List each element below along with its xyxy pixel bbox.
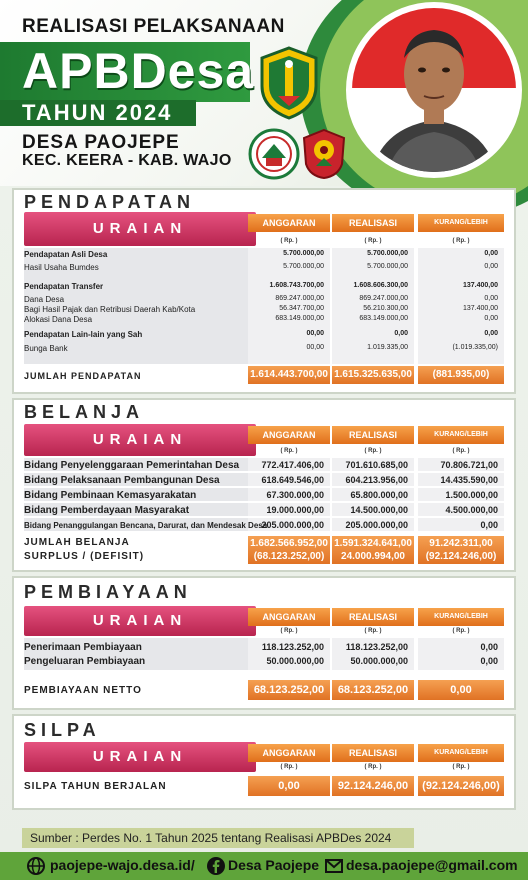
pendapatan-row-value-k: (1.019.335,00) <box>452 344 498 351</box>
pendapatan-row-value-k: 0,00 <box>484 315 498 322</box>
surplus-anggaran-value: (68.123.252,00) <box>253 551 325 562</box>
pembiayaan-rp-3: ( Rp. ) <box>452 628 470 634</box>
belanja-row-label: Bidang Pelaksanaan Pembangunan Desa <box>24 475 220 486</box>
sulsel-province-logo <box>302 128 346 180</box>
pendapatan-row-value-a: 56.347.700,00 <box>279 305 324 312</box>
title-small: REALISASI PELAKSANAAN <box>22 16 285 37</box>
website-link[interactable]: paojepe-wajo.desa.id/ <box>50 857 195 873</box>
silpa-title: SILPA <box>24 720 101 740</box>
belanja-row-value-k: 70.806.721,00 <box>440 460 498 470</box>
pembiayaan-col-kurang: KURANG/LEBIH <box>418 608 504 626</box>
pendapatan-row-value-k: 137.400,00 <box>462 282 498 289</box>
belanja-row-label: Bidang Penanggulangan Bencana, Darurat, dan Mendesak Desa <box>24 521 268 530</box>
pendapatan-row-label: Pendapatan Asli Desa <box>24 250 108 259</box>
pendapatan-total-anggaran: 1.614.443.700,00 <box>248 366 330 384</box>
belanja-row-value-k: 4.500.000,00 <box>445 505 498 515</box>
pendapatan-row-value-a: 683.149.000,00 <box>275 315 324 322</box>
belanja-row-value-k: 1.500.000,00 <box>445 490 498 500</box>
silpa-col-kurang: KURANG/LEBIH <box>418 744 504 762</box>
village-head-photo <box>346 2 522 178</box>
silpa-rp-1: ( Rp. ) <box>280 764 298 770</box>
pendapatan-total-kurang: (881.935,00) <box>418 366 504 384</box>
pendapatan-row-label: Dana Desa <box>24 295 65 304</box>
pendapatan-rp-1: ( Rp. ) <box>280 238 298 244</box>
pendapatan-col-realisasi: REALISASI <box>332 214 414 232</box>
portrait-image <box>352 8 516 172</box>
silpa-rp-2: ( Rp. ) <box>364 764 382 770</box>
belanja-row-value-k: 0,00 <box>480 520 498 530</box>
pendapatan-row-value-k: 0,00 <box>484 330 498 337</box>
pendapatan-row-value-r: 1.608.606.300,00 <box>353 282 408 289</box>
belanja-row-value-a: 772.417.406,00 <box>261 460 324 470</box>
header <box>0 0 528 186</box>
pendapatan-row-value-k: 0,00 <box>484 250 498 257</box>
belanja-row-value-r: 65.800.000,00 <box>350 490 408 500</box>
belanja-title: BELANJA <box>24 402 145 422</box>
belanja-row-value-a: 205.000.000,00 <box>261 520 324 530</box>
pendapatan-title: PENDAPATAN <box>24 192 195 212</box>
belanja-row-label: Bidang Pemberdayaan Masyarakat <box>24 505 190 516</box>
belanja-row-value-r: 205.000.000,00 <box>345 520 408 530</box>
village-name: DESA PAOJEPE <box>22 132 180 153</box>
belanja-col-kurang: KURANG/LEBIH <box>418 426 504 444</box>
kemendes-logo <box>248 128 300 180</box>
belanja-rp-2: ( Rp. ) <box>364 448 382 454</box>
pendapatan-row-value-a: 869.247.000,00 <box>275 295 324 302</box>
pendapatan-row-value-r: 869.247.000,00 <box>359 295 408 302</box>
globe-icon <box>26 856 46 876</box>
belanja-uraian-header: URAIAN <box>24 424 256 456</box>
silpa-total-anggaran: 0,00 <box>248 776 330 796</box>
pendapatan-row-value-r: 1.019.335,00 <box>367 344 408 351</box>
pembiayaan-title: PEMBIAYAAN <box>24 582 192 602</box>
silpa-total-label: SILPA TAHUN BERJALAN <box>24 781 167 792</box>
silpa-total-kurang: (92.124.246,00) <box>418 776 504 796</box>
belanja-row-value-a: 67.300.000,00 <box>266 490 324 500</box>
pembiayaan-total-kurang: 0,00 <box>418 680 504 700</box>
belanja-total-realisasi <box>332 536 414 564</box>
wajo-regency-logo <box>258 46 320 120</box>
belanja-total-anggaran <box>248 536 330 564</box>
belanja-row-value-a: 618.649.546,00 <box>261 475 324 485</box>
silpa-col-realisasi: REALISASI <box>332 744 414 762</box>
pendapatan-total-label: JUMLAH PENDAPATAN <box>24 371 142 381</box>
region-name: KEC. KEERA - KAB. WAJO <box>22 152 232 169</box>
pembiayaan-total-anggaran: 68.123.252,00 <box>248 680 330 700</box>
silpa-total-realisasi: 92.124.246,00 <box>332 776 414 796</box>
pembiayaan-row-label: Penerimaan Pembiayaan <box>24 642 142 653</box>
pembiayaan-row-value-r: 118.123.252,00 <box>345 642 408 652</box>
pendapatan-row-label: Pendapatan Transfer <box>24 282 104 291</box>
pembiayaan-row-value-a: 50.000.000,00 <box>266 656 324 666</box>
pendapatan-row-value-a: 5.700.000,00 <box>283 263 324 270</box>
pendapatan-col-kurang: KURANG/LEBIH <box>418 214 504 232</box>
pembiayaan-uraian-header: URAIAN <box>24 606 256 636</box>
year-label: TAHUN 2024 <box>22 100 173 125</box>
pembiayaan-col-realisasi: REALISASI <box>332 608 414 626</box>
belanja-rp-3: ( Rp. ) <box>452 448 470 454</box>
pendapatan-row-value-k: 137.400,00 <box>462 305 498 312</box>
pendapatan-row-value-a: 00,00 <box>306 330 324 337</box>
pendapatan-col-anggaran: ANGGARAN <box>248 214 330 232</box>
pendapatan-row-label: Pendapatan Lain-lain yang Sah <box>24 330 143 339</box>
pembiayaan-row-label: Pengeluaran Pembiayaan <box>24 656 146 667</box>
pendapatan-uraian-header: URAIAN <box>24 212 256 246</box>
belanja-row-value-r: 604.213.956,00 <box>345 475 408 485</box>
pendapatan-row-label: Hasil Usaha Bumdes <box>24 263 99 272</box>
belanja-total-kurang-value: 91.242.311,00 <box>429 538 493 549</box>
pembiayaan-total-realisasi: 68.123.252,00 <box>332 680 414 700</box>
pendapatan-row-value-r: 56.210.300,00 <box>363 305 408 312</box>
belanja-total-realisasi-value: 1.591.324.641,00 <box>334 538 412 549</box>
surplus-label: SURPLUS / (DEFISIT) <box>24 551 145 562</box>
email-icon <box>324 856 344 876</box>
pendapatan-row-value-k: 0,00 <box>484 263 498 270</box>
belanja-row-label: Bidang Penyelenggaraan Pemerintahan Desa <box>24 460 240 471</box>
pembiayaan-rp-1: ( Rp. ) <box>280 628 298 634</box>
pendapatan-row-value-r: 0,00 <box>394 330 408 337</box>
belanja-row-value-r: 14.500.000,00 <box>350 505 408 515</box>
belanja-row-value-r: 701.610.685,00 <box>345 460 408 470</box>
pembiayaan-row-value-k: 0,00 <box>480 642 498 652</box>
pendapatan-row-label: Alokasi Dana Desa <box>24 315 93 324</box>
pendapatan-row-value-a: 00,00 <box>306 344 324 351</box>
email-link[interactable]: desa.paojepe@gmail.com <box>346 857 518 873</box>
pembiayaan-row-value-k: 0,00 <box>480 656 498 666</box>
pendapatan-row-value-k: 0,00 <box>484 295 498 302</box>
belanja-total-label: JUMLAH BELANJA <box>24 537 130 548</box>
pendapatan-row-label: Bagi Hasil Pajak dan Retribusi Daerah Kab/Kota <box>24 305 196 314</box>
pendapatan-rp-3: ( Rp. ) <box>452 238 470 244</box>
pembiayaan-rp-2: ( Rp. ) <box>364 628 382 634</box>
pembiayaan-total-label: PEMBIAYAAN NETTO <box>24 685 142 696</box>
source-note: Sumber : Perdes No. 1 Tahun 2025 tentang Realisasi APBDes 2024 <box>22 828 414 848</box>
belanja-row-label: Bidang Pembinaan Kemasyarakatan <box>24 490 197 501</box>
pendapatan-row-value-r: 5.700.000,00 <box>367 263 408 270</box>
facebook-icon <box>206 856 226 876</box>
belanja-col-realisasi: REALISASI <box>332 426 414 444</box>
pembiayaan-row-value-a: 118.123.252,00 <box>261 642 324 652</box>
silpa-col-anggaran: ANGGARAN <box>248 744 330 762</box>
belanja-row-value-k: 14.435.590,00 <box>440 475 498 485</box>
surplus-kurang-value: (92.124.246,00) <box>425 551 497 562</box>
pendapatan-total-realisasi: 1.615.325.635,00 <box>332 366 414 384</box>
pendapatan-rp-2: ( Rp. ) <box>364 238 382 244</box>
facebook-link[interactable]: Desa Paojepe <box>228 857 320 873</box>
belanja-total-anggaran-value: 1.682.566.952,00 <box>250 538 328 549</box>
pendapatan-row-value-a: 1.608.743.700,00 <box>269 282 324 289</box>
title-big: APBDesa <box>22 43 255 99</box>
belanja-col-anggaran: ANGGARAN <box>248 426 330 444</box>
silpa-rp-3: ( Rp. ) <box>452 764 470 770</box>
surplus-realisasi-value: 24.000.994,00 <box>341 551 405 562</box>
pendapatan-row-value-r: 5.700.000,00 <box>367 250 408 257</box>
belanja-row-value-a: 19.000.000,00 <box>266 505 324 515</box>
silpa-uraian-header: URAIAN <box>24 742 256 772</box>
pendapatan-row-value-r: 683.149.000,00 <box>359 315 408 322</box>
pendapatan-row-value-a: 5.700.000,00 <box>283 250 324 257</box>
pembiayaan-col-anggaran: ANGGARAN <box>248 608 330 626</box>
pendapatan-row-label: Bunga Bank <box>24 344 68 353</box>
pembiayaan-row-value-r: 50.000.000,00 <box>350 656 408 666</box>
belanja-total-kurang <box>418 536 504 564</box>
belanja-rp-1: ( Rp. ) <box>280 448 298 454</box>
